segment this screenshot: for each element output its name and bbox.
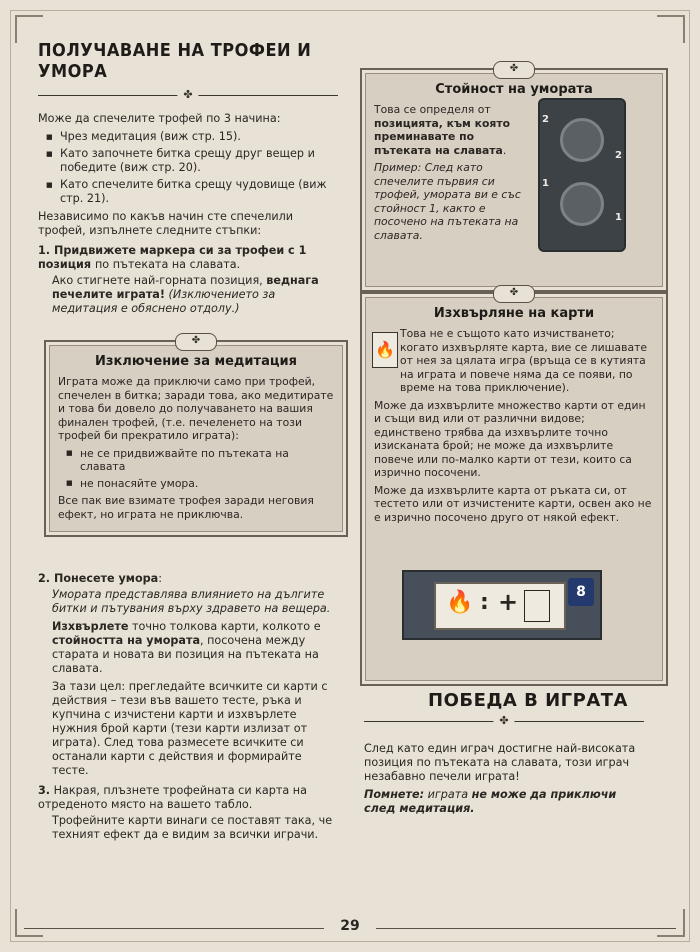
- knot-icon: ✤: [493, 714, 514, 728]
- title-ornament: [364, 714, 644, 728]
- step-title: Придвижете маркера си за трофеи с 1 позиция: [38, 244, 307, 271]
- step-text: Накрая, плъзнете трофейната си карта на отреденото място на вашето табло.: [38, 784, 307, 811]
- example-banner: [434, 582, 566, 630]
- regardless-text: Независимо по какъв начин сте спечелили трофей, изпълнете следните стъпки:: [38, 210, 294, 237]
- box-text: [374, 103, 524, 157]
- step-text: по пътеката на славата.: [94, 258, 241, 271]
- box-example: [374, 161, 524, 242]
- knot-icon: ✤: [493, 285, 535, 303]
- burn-card-icon: 🔥: [372, 332, 398, 368]
- list-item: ■ Като спечелите битка срещу чудовище (виж стр. 21).: [54, 178, 338, 206]
- value-badge: 8: [568, 578, 594, 606]
- track-label: 2: [542, 114, 549, 125]
- section-title-victory: ПОБЕДА В ИГРАТА: [428, 690, 628, 711]
- step-number: 3.: [38, 784, 51, 797]
- corner-ornament: [657, 15, 685, 43]
- text-run: Помнете:: [364, 788, 425, 801]
- text-run: да приключи след медитация.: [364, 788, 617, 815]
- text-run: :: [158, 572, 162, 585]
- box-text: Играта може да приключи само при трофей, спечелен в битка; заради това, ако медитирате и това би довело до получаването на вашия финален трофей, (т.е. печеленето на този трофей би прекратило играта):: [58, 375, 334, 442]
- text-run: Ако стигнете най-горната позиция,: [52, 274, 263, 287]
- text-run: веднага печелите играта!: [52, 274, 319, 301]
- burn-cards-box: [360, 287, 668, 686]
- ways-list: [54, 130, 338, 206]
- step-title: Понесете умора: [53, 572, 159, 585]
- victory-text: След като един играч достигне най-високата позиция по пътеката на славата, този играч незабавно печели играта!: [364, 742, 636, 783]
- victory-section: [364, 742, 644, 820]
- box-text: Все пак вие взимате трофея заради неговия ефект, но играта не приключва.: [58, 494, 314, 521]
- text-run: :: [480, 590, 489, 615]
- knot-icon: ✤: [175, 333, 217, 351]
- victory-note: [364, 788, 644, 816]
- track-label: 1: [542, 178, 549, 189]
- box-title: Изхвърляне на карти: [433, 306, 595, 321]
- page-number: 29: [340, 918, 360, 934]
- step-number: 1.: [38, 244, 51, 257]
- fame-track-illustration: [538, 98, 626, 252]
- step-1-detail: [52, 274, 338, 316]
- fatigue-value-box: [360, 63, 668, 292]
- box-text: Това не е същото като изчистването; когато изхвърляте карта, вие се лишавате от нея за цялата игра (връща се в кутията на играта и повече няма да се появи, по време на това приключение).: [400, 327, 648, 394]
- text-run: Това се определя от: [374, 103, 491, 116]
- corner-ornament: [15, 15, 43, 43]
- section-title-trophies: ПОЛУЧАВАНЕ НА ТРОФЕИ И УМОРА: [38, 40, 312, 82]
- burn-icon: 🔥: [446, 590, 474, 615]
- track-label: 1: [615, 212, 622, 223]
- step-number: 2.: [38, 572, 51, 585]
- left-column: [38, 40, 338, 320]
- knot-icon: ✤: [177, 88, 198, 102]
- title-ornament: [38, 88, 338, 102]
- fatigue-text: [374, 103, 524, 242]
- meditation-exception-box: [44, 335, 348, 537]
- step-2-detail: За тази цел: прегледайте всичките си карти с действия – тези във вашето тесте, ръка и купчина с изчистени карти и изхвърлете нужния брой карти (тези карти излизат от играта). След това размесете всичките си останали карти с действия и формирайте тесте.: [52, 680, 328, 777]
- card-draw-icon: [524, 590, 550, 622]
- box-text: Може да изхвърлите множество карти от един и същи вид или от различни видове; единствено трябва да изхвърлите точно изисканата брой; не може да изхвърлите повече или по-малко карти от тези, които са изрично посочени.: [374, 398, 646, 479]
- list-item: ■ не се придвижвайте по пътеката на славата: [74, 447, 334, 474]
- text-run: позицията, към която преминавате по пътеката на славата: [374, 116, 510, 157]
- text-run: .: [502, 143, 507, 157]
- text-run: Изхвърлете: [52, 620, 129, 633]
- intro-text: Може да спечелите трофей по 3 начина:: [38, 112, 281, 125]
- step-3-detail: Трофейните карти винаги се поставят така, че техният ефект да е видим за всички играчи.: [52, 814, 333, 841]
- text-run: (Изключението за медитация е обяснено отдолу.): [52, 288, 276, 315]
- knot-icon: ✤: [493, 61, 535, 79]
- list-item: ■ не понасяйте умора.: [74, 477, 334, 491]
- text-run: +: [498, 588, 519, 616]
- text-run: не може: [471, 788, 527, 801]
- list-item: ■ Като започнете битка срещу друг вещер и победите (виж стр. 20).: [54, 147, 338, 175]
- text-run: Умората представлява влиянието на дългите битки и пътувания върху здравето на вещера.: [52, 588, 331, 615]
- step-2-discard: [52, 620, 338, 676]
- meditation-list: [74, 447, 334, 491]
- text-run: стойността на умората: [52, 634, 200, 647]
- burn-example-illustration: [402, 570, 602, 640]
- text-run: точно толкова карти, колкото е: [132, 620, 321, 633]
- left-column-lower: [38, 566, 338, 846]
- track-label: 2: [615, 150, 622, 161]
- step-1: [38, 244, 338, 272]
- step-2-intro: [52, 588, 338, 616]
- text-run: Пример: След като спечелите първия си трофей, умората ви е със стойност 1, както е посочено на пътеката на славата.: [374, 161, 521, 242]
- box-title: Изключение за медитация: [95, 354, 297, 369]
- text-run: играта: [427, 788, 469, 801]
- track-slot: [560, 182, 604, 226]
- box-text: Може да изхвърлите карта от ръката си, от тестето или от изчистените карти, освен ако не е изрично посочено друго от някой ефект.: [374, 483, 652, 524]
- step-2: [38, 572, 338, 586]
- list-item: ■ Чрез медитация (виж стр. 15).: [54, 130, 338, 144]
- box-title: Стойност на умората: [435, 82, 593, 97]
- track-slot: [560, 118, 604, 162]
- step-3: [38, 784, 338, 812]
- text-run: , посочена между старата и новата ви позиция на пътеката на славата.: [52, 634, 319, 675]
